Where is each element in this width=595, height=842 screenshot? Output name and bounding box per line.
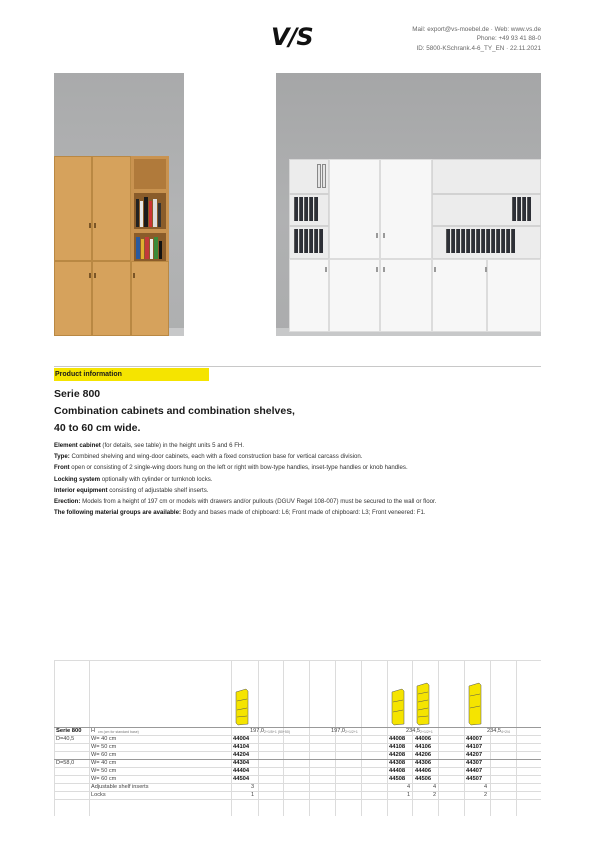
- paragraph-locking: [54, 474, 541, 485]
- article-number: 44008: [389, 736, 406, 742]
- contact-phone: Phone: +49 93 41 88-0: [476, 35, 541, 43]
- width-cell: W= 40 cm: [91, 760, 117, 766]
- label-interior: Interior equipment: [54, 486, 108, 494]
- binder: [299, 229, 303, 253]
- article-number: 44306: [415, 760, 432, 766]
- product-photo: [54, 73, 541, 336]
- white-door-bottom-1: [289, 259, 329, 332]
- grid-line: [258, 660, 259, 816]
- article-number: 44304: [233, 760, 250, 766]
- paragraph-erection: [54, 496, 541, 507]
- height-label: H: [91, 728, 96, 734]
- article-number: 44107: [466, 744, 483, 750]
- article-number: 44508: [389, 776, 406, 782]
- knob-handle: [94, 273, 96, 278]
- article-number: 44004: [233, 736, 250, 742]
- binder: [476, 229, 480, 253]
- knob-handle: [383, 267, 385, 272]
- book: [145, 237, 149, 259]
- binder: [319, 229, 323, 253]
- text-front: open or consisting of 2 single-wing doors hung on the left or right with bow-type handles, inset-type handles or knob handles.: [69, 464, 408, 472]
- height-value-3: 234,5: [406, 728, 420, 734]
- knob-handle: [376, 233, 378, 238]
- binder: [314, 229, 318, 253]
- product-heading: Combination cabinets and combination shelves,: [54, 405, 295, 417]
- binder: [309, 229, 313, 253]
- binder: [304, 229, 308, 253]
- text-type: Combined shelving and wing-door cabinets, each with a fixed construction base for vertical carcass division.: [69, 453, 363, 461]
- lock-count: 2: [433, 792, 437, 798]
- knob-handle: [94, 223, 96, 228]
- document-id: ID: 5800-KSchrank.4-6_TY_EN · 22.11.2021: [416, 44, 541, 52]
- row-line: [54, 727, 541, 728]
- wood-door-bottom-1: [54, 261, 92, 336]
- white-door-top-2: [380, 159, 432, 259]
- article-number: 44006: [415, 736, 432, 742]
- binder: [317, 164, 321, 188]
- width-cell: W= 60 cm: [91, 752, 117, 758]
- binder: [322, 164, 326, 188]
- binder: [481, 229, 485, 253]
- shelf-divider: [432, 225, 541, 227]
- paragraph-element-cabinet: [54, 440, 541, 451]
- grid-line: [412, 660, 413, 816]
- book: [153, 199, 157, 227]
- paragraph-materials: [54, 507, 541, 518]
- white-door-bottom-3: [380, 259, 432, 332]
- article-number: 44106: [415, 744, 432, 750]
- knob-handle: [325, 267, 327, 272]
- grid-line: [231, 660, 232, 816]
- binder: [522, 197, 526, 221]
- article-number: 44407: [466, 768, 483, 774]
- cabinet-icon-open-shelf: [234, 688, 250, 726]
- height-note: cm (cm for standard base): [98, 730, 139, 734]
- binder: [299, 197, 303, 221]
- width-cell: W= 50 cm: [91, 744, 117, 750]
- article-number: 44104: [233, 744, 250, 750]
- article-number: 44307: [466, 760, 483, 766]
- vs-logo: V/S: [271, 23, 313, 51]
- article-number: 44506: [415, 776, 432, 782]
- paragraph-interior: [54, 485, 541, 496]
- grid-line: [438, 660, 439, 816]
- contact-block: [412, 25, 541, 53]
- shelf-count: 3: [251, 784, 255, 790]
- book: [154, 237, 158, 259]
- white-door-top-1: [329, 159, 380, 259]
- binder: [512, 197, 516, 221]
- article-number: 44504: [233, 776, 250, 782]
- binder: [517, 197, 521, 221]
- binder: [496, 229, 500, 253]
- binder: [294, 197, 298, 221]
- book: [140, 201, 143, 227]
- row-line: [54, 799, 541, 800]
- grid-line: [361, 660, 362, 816]
- article-number: 44408: [389, 768, 406, 774]
- grid-line: [89, 660, 90, 816]
- height-note-2: 2+1/2+1: [345, 730, 358, 734]
- binder: [471, 229, 475, 253]
- book: [159, 241, 162, 259]
- text-interior: consisting of adjustable shelf inserts.: [107, 486, 209, 494]
- label-front: Front: [54, 464, 70, 472]
- book: [149, 201, 152, 227]
- height-value-4: 234,5: [487, 728, 501, 734]
- shelves-label: Adjustable shelf inserts: [91, 784, 149, 790]
- height-value-2: 197,0: [331, 728, 345, 734]
- paragraph-front: [54, 462, 541, 473]
- text-erection: Models from a height of 197 cm or models with drawers and/or pullouts (DGUV Regel 108-007) must be secured to the wall or floor.: [80, 498, 437, 506]
- wood-door-top-1: [54, 156, 92, 261]
- label-materials: The following material groups are available:: [54, 509, 181, 517]
- width-cell: W= 40 cm: [91, 736, 117, 742]
- section-divider: [54, 366, 541, 367]
- grid-line: [464, 660, 465, 816]
- binder: [446, 229, 450, 253]
- height-note-3: 2+1/2+1: [420, 730, 433, 734]
- locks-label: Locks: [91, 792, 106, 798]
- knob-handle: [376, 267, 378, 272]
- paragraph-type: [54, 451, 541, 462]
- article-number: 44507: [466, 776, 483, 782]
- cabinet-icon-combo-1: [390, 688, 406, 726]
- width-cell: W= 60 cm: [91, 776, 117, 782]
- article-number: 44406: [415, 768, 432, 774]
- binder: [451, 229, 455, 253]
- knob-handle: [485, 267, 487, 272]
- binder: [501, 229, 505, 253]
- label-element-cabinet: Element cabinet: [54, 442, 101, 449]
- article-number: 44207: [466, 752, 483, 758]
- grid-line: [516, 660, 517, 816]
- shelf-divider: [432, 193, 541, 195]
- depth-cell: D=40,5: [56, 736, 75, 742]
- lock-count: 1: [407, 792, 411, 798]
- cabinet-icon-combo-3: [467, 682, 483, 726]
- binder: [511, 229, 515, 253]
- article-number: 44206: [415, 752, 432, 758]
- white-door-bottom-5: [487, 259, 541, 332]
- article-number: 44208: [389, 752, 406, 758]
- cabinet-icon-combo-2: [415, 682, 431, 726]
- height-value-1: 197,0: [250, 728, 264, 734]
- label-locking: Locking system: [54, 475, 101, 483]
- contact-mail-web: Mail: export@vs-moebel.de · Web: www.vs.de: [412, 26, 541, 33]
- article-number: 44308: [389, 760, 406, 766]
- book: [136, 199, 139, 227]
- binder: [456, 229, 460, 253]
- binder: [309, 197, 313, 221]
- text-materials: Body and bases made of chipboard: L6; Front made of chipboard: L3; Front veneered: F1.: [180, 509, 426, 517]
- article-number: 44007: [466, 736, 483, 742]
- lock-count: 2: [484, 792, 488, 798]
- article-number: 44404: [233, 768, 250, 774]
- book: [144, 197, 148, 227]
- open-compartment-1: [134, 159, 166, 189]
- white-door-bottom-2: [329, 259, 380, 332]
- row-line: [54, 791, 541, 792]
- text-locking: optionally with cylinder or turnknob locks.: [100, 475, 213, 483]
- grid-line: [335, 660, 336, 816]
- lock-count: 1: [251, 792, 255, 798]
- article-number: 44108: [389, 744, 406, 750]
- grid-line: [309, 660, 310, 816]
- product-table: [54, 660, 541, 816]
- grid-line: [283, 660, 284, 816]
- shelf-count: 4: [484, 784, 488, 790]
- binder: [486, 229, 490, 253]
- product-heading-line2: 40 to 60 cm wide.: [54, 422, 141, 434]
- grid-line: [387, 660, 388, 816]
- white-door-bottom-4: [432, 259, 487, 332]
- binder: [294, 229, 298, 253]
- shelf-count: 4: [433, 784, 437, 790]
- height-note-4: 4+2/4: [501, 730, 510, 734]
- binder: [527, 197, 531, 221]
- article-number: 44204: [233, 752, 250, 758]
- grid-line: [54, 660, 55, 816]
- binder: [491, 229, 495, 253]
- knob-handle: [434, 267, 436, 272]
- wood-door-bottom-3: [131, 261, 169, 336]
- width-cell: W= 50 cm: [91, 768, 117, 774]
- binder: [314, 197, 318, 221]
- binder: [466, 229, 470, 253]
- knob-handle: [89, 273, 91, 278]
- product-info-label: Product information: [54, 368, 209, 381]
- table-top-line: [54, 660, 541, 661]
- book: [158, 203, 161, 227]
- wood-door-top-2: [92, 156, 131, 261]
- series-title: Serie 800: [54, 388, 101, 400]
- book: [150, 239, 153, 259]
- depth-cell: D=58,0: [56, 760, 75, 766]
- binder: [304, 197, 308, 221]
- grid-line: [490, 660, 491, 816]
- label-type: Type:: [54, 453, 70, 461]
- label-erection: Erection:: [54, 498, 81, 506]
- description: [54, 440, 541, 518]
- text-element-cabinet: (for details, see table) in the height units 5 and 6 FH.: [100, 442, 245, 449]
- book: [136, 237, 140, 259]
- knob-handle: [89, 223, 91, 228]
- shelf-count: 4: [407, 784, 411, 790]
- shelf-divider: [289, 225, 329, 227]
- binder: [506, 229, 510, 253]
- knob-handle: [383, 233, 385, 238]
- series-cell: Serie 800: [56, 728, 82, 734]
- wood-door-bottom-2: [92, 261, 131, 336]
- book: [141, 239, 144, 259]
- binder: [461, 229, 465, 253]
- height-note-1: 2+1/5+1 (50+50): [264, 730, 290, 734]
- knob-handle: [133, 273, 135, 278]
- shelf-divider: [289, 193, 329, 195]
